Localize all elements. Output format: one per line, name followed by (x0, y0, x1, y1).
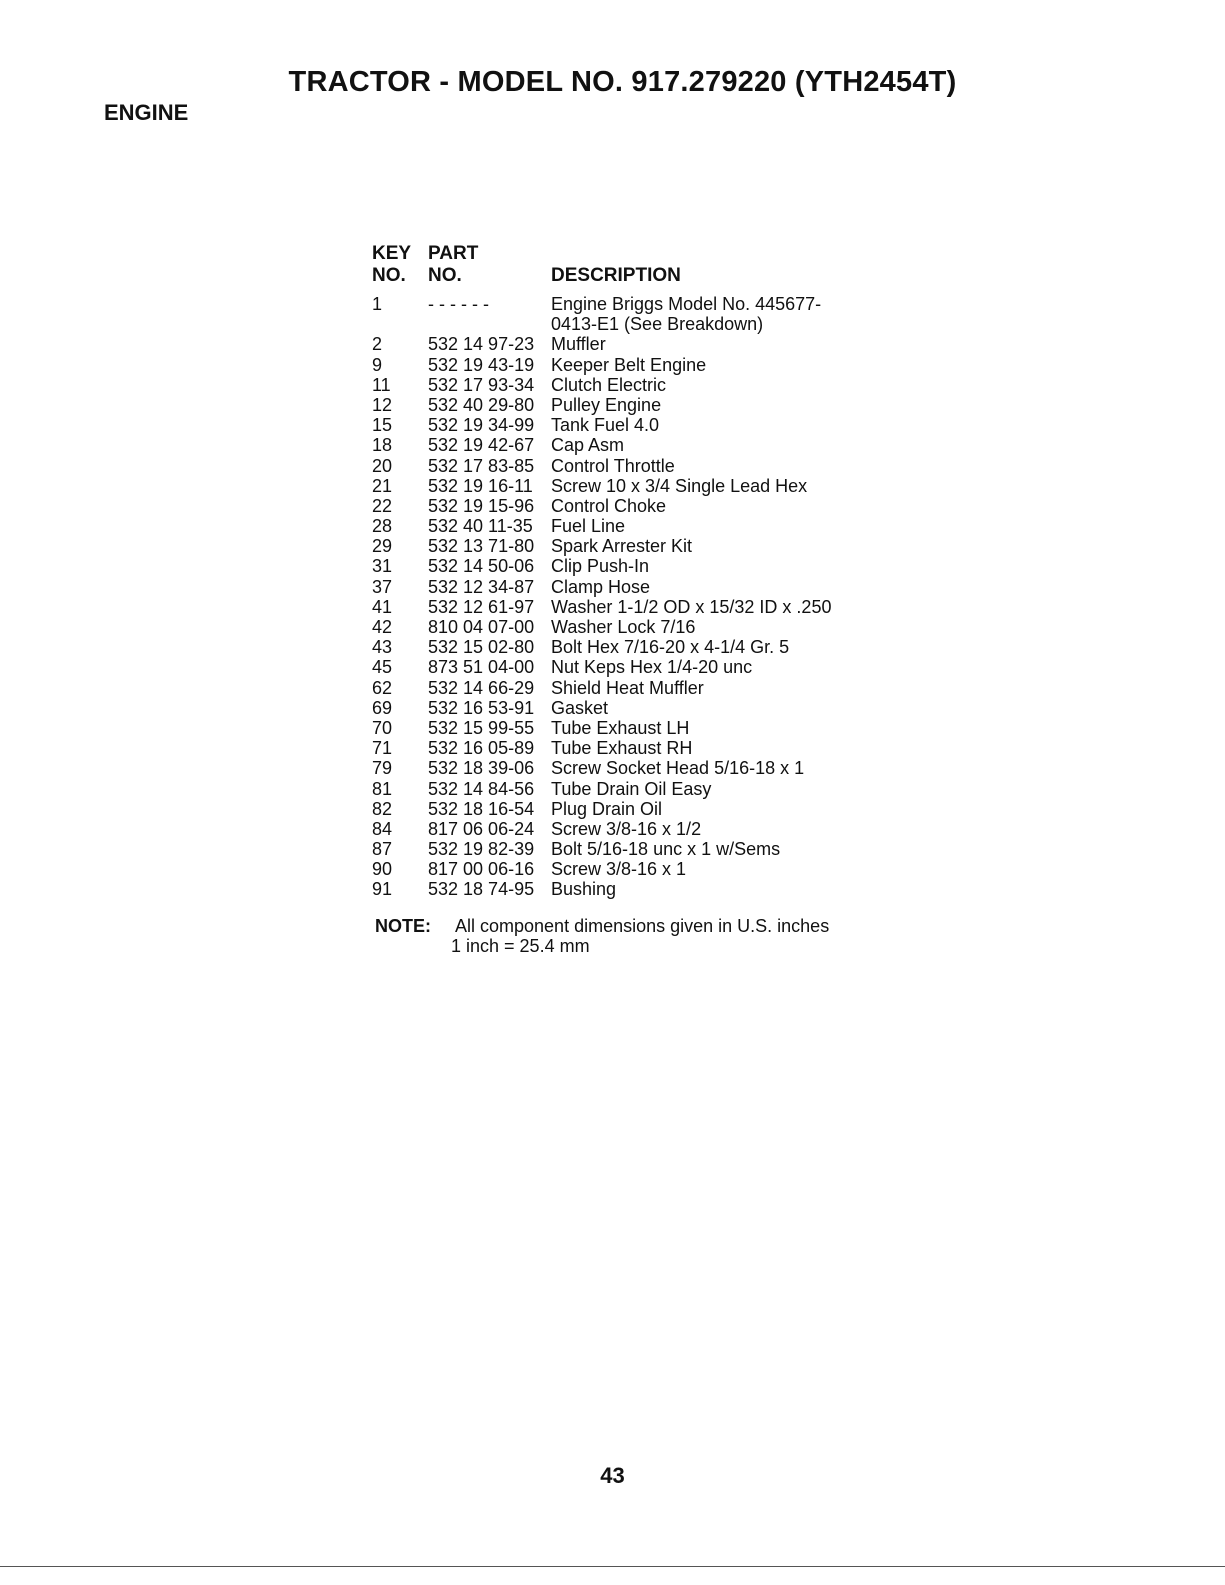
section-title: ENGINE (104, 100, 189, 125)
table-row (372, 738, 872, 758)
part-column-header-line1: PART (428, 243, 479, 264)
table-row (372, 678, 872, 698)
table-row (372, 556, 872, 576)
description-line: Fuel Line (551, 516, 626, 537)
key-number: 11 (372, 374, 391, 395)
description-line: Gasket (551, 697, 609, 718)
table-row (372, 395, 872, 415)
part-number: 532 19 42-67 (428, 435, 535, 456)
table-row (372, 839, 872, 859)
key-number: 15 (372, 415, 393, 436)
part-number: 532 19 82-39 (428, 839, 535, 860)
part-description (551, 617, 695, 637)
description-line: Keeper Belt Engine (551, 354, 707, 375)
key-number: 31 (372, 556, 393, 577)
part-description (551, 678, 704, 698)
part-number: 532 40 11-35 (428, 516, 533, 537)
page-title: TRACTOR - MODEL NO. 917.279220 (YTH2454T) (288, 66, 957, 98)
part-description (551, 375, 666, 395)
key-number: 1 (372, 294, 383, 314)
table-row (372, 637, 872, 657)
table-row (372, 536, 872, 556)
part-number: 532 18 16-54 (428, 798, 535, 819)
description-line: Tube Exhaust LH (551, 717, 690, 738)
description-line: Clamp Hose (551, 576, 651, 597)
part-number: 817 06 06-24 (428, 818, 535, 839)
description-line: Tube Drain Oil Easy (551, 778, 712, 799)
part-number: 532 15 02-80 (428, 637, 535, 658)
part-number: - - - - - - (428, 294, 489, 314)
description-line: Cap Asm (551, 435, 625, 456)
table-row (372, 334, 872, 354)
note-label: NOTE: (375, 916, 431, 936)
table-row (372, 597, 872, 617)
description-line: Nut Keps Hex 1/4-20 unc (551, 657, 753, 678)
description-line: Tube Exhaust RH (551, 738, 693, 759)
part-description (551, 637, 789, 657)
part-description (551, 718, 689, 738)
table-row (372, 415, 872, 435)
table-row (372, 375, 872, 395)
description-line: Screw 10 x 3/4 Single Lead Hex (551, 475, 808, 496)
key-number: 62 (372, 677, 393, 698)
part-number: 532 14 66-29 (428, 677, 535, 698)
part-description (551, 294, 821, 335)
table-row (372, 779, 872, 799)
table-body (372, 294, 872, 900)
part-number: 532 12 61-97 (428, 596, 535, 617)
key-number: 69 (372, 697, 393, 718)
key-number: 81 (372, 778, 393, 799)
description-line: Bushing (551, 879, 617, 900)
key-number: 90 (372, 859, 393, 880)
part-description (551, 799, 662, 819)
part-number: 532 19 43-19 (428, 354, 535, 375)
description-line: Clutch Electric (551, 374, 667, 395)
table-row (372, 718, 872, 738)
part-number: 532 14 97-23 (428, 334, 535, 355)
part-description (551, 879, 616, 899)
key-number: 91 (372, 879, 393, 900)
part-description (551, 476, 807, 496)
table-row (372, 516, 872, 536)
description-line: Washer 1-1/2 OD x 15/32 ID x .250 (551, 596, 832, 617)
part-number: 810 04 07-00 (428, 617, 535, 638)
key-number: 29 (372, 536, 393, 557)
key-number: 21 (372, 475, 393, 496)
key-number: 2 (372, 334, 383, 355)
key-number: 20 (372, 455, 393, 476)
bottom-rule (0, 1566, 1225, 1567)
description-line: Shield Heat Muffler (551, 677, 704, 698)
table-row (372, 355, 872, 375)
key-number: 37 (372, 576, 393, 597)
description-line: Tank Fuel 4.0 (551, 415, 660, 436)
table-row (372, 879, 872, 899)
key-number: 43 (372, 637, 393, 658)
key-number: 71 (372, 738, 393, 759)
table-row (372, 859, 872, 879)
part-description (551, 657, 752, 677)
part-number: 532 19 15-96 (428, 495, 535, 516)
description-line: Pulley Engine (551, 394, 662, 415)
table-row (372, 476, 872, 496)
part-description (551, 456, 675, 476)
part-number: 532 40 29-80 (428, 394, 535, 415)
description-line: Muffler (551, 334, 606, 355)
key-number: 82 (372, 798, 393, 819)
description-line: Clip Push-In (551, 556, 650, 577)
table-row (372, 698, 872, 718)
part-number: 873 51 04-00 (428, 657, 535, 678)
part-description (551, 819, 701, 839)
part-number: 532 19 16-11 (428, 475, 533, 496)
key-number: 41 (372, 596, 393, 617)
part-description (551, 516, 625, 536)
page-number: 43 (600, 1463, 625, 1488)
key-number: 18 (372, 435, 393, 456)
description-line: Plug Drain Oil (551, 798, 663, 819)
part-description (551, 556, 649, 576)
key-number: 22 (372, 495, 393, 516)
table-row (372, 435, 872, 455)
part-description (551, 536, 692, 556)
table-row (372, 657, 872, 677)
description-line: Bolt 5/16-18 unc x 1 w/Sems (551, 839, 781, 860)
part-description (551, 738, 692, 758)
note-text-line1: All component dimensions given in U.S. inches (455, 916, 830, 936)
part-description (551, 435, 624, 455)
part-description (551, 577, 650, 597)
table-row (372, 819, 872, 839)
part-number: 817 00 06-16 (428, 859, 535, 880)
part-description (551, 698, 608, 718)
key-number: 12 (372, 394, 393, 415)
table-row (372, 496, 872, 516)
part-description (551, 758, 804, 778)
part-number: 532 12 34-87 (428, 576, 535, 597)
part-number: 532 15 99-55 (428, 717, 535, 738)
part-number: 532 13 71-80 (428, 536, 535, 557)
part-description (551, 779, 711, 799)
part-description (551, 597, 831, 617)
description-line: 0413-E1 (See Breakdown) (551, 314, 764, 335)
description-line: Bolt Hex 7/16-20 x 4-1/4 Gr. 5 (551, 637, 790, 658)
part-number: 532 19 34-99 (428, 415, 535, 436)
table-row (372, 577, 872, 597)
description-line: Screw Socket Head 5/16-18 x 1 (551, 758, 805, 779)
part-number: 532 14 50-06 (428, 556, 535, 577)
note-text-line2: 1 inch = 25.4 mm (451, 936, 590, 956)
description-line: Control Choke (551, 495, 667, 516)
key-number: 42 (372, 617, 393, 638)
description-line: Screw 3/8-16 x 1/2 (551, 818, 702, 839)
description-line: Control Throttle (551, 455, 675, 476)
part-description (551, 415, 659, 435)
part-number: 532 18 74-95 (428, 879, 535, 900)
key-number: 87 (372, 839, 393, 860)
part-number: 532 16 05-89 (428, 738, 535, 759)
key-number: 28 (372, 516, 393, 537)
table-row (372, 758, 872, 778)
part-description (551, 334, 606, 354)
key-column-header-line2: NO. (372, 265, 406, 286)
part-number: 532 14 84-56 (428, 778, 535, 799)
part-description (551, 496, 666, 516)
part-number: 532 17 93-34 (428, 374, 535, 395)
description-line: Spark Arrester Kit (551, 536, 693, 557)
description-line: Washer Lock 7/16 (551, 617, 696, 638)
key-column-header-line1: KEY (372, 243, 412, 264)
part-description (551, 355, 706, 375)
key-number: 79 (372, 758, 393, 779)
part-column-header-line2: NO. (428, 265, 462, 286)
key-number: 84 (372, 818, 393, 839)
key-number: 70 (372, 717, 393, 738)
part-number: 532 17 83-85 (428, 455, 535, 476)
part-number: 532 16 53-91 (428, 697, 535, 718)
description-line: Screw 3/8-16 x 1 (551, 859, 687, 880)
key-number: 9 (372, 354, 383, 375)
table-row (372, 456, 872, 476)
part-description (551, 839, 780, 859)
description-column-header: DESCRIPTION (551, 265, 681, 286)
table-row (372, 617, 872, 637)
part-description (551, 395, 661, 415)
description-line: Engine Briggs Model No. 445677- (551, 294, 822, 314)
part-number: 532 18 39-06 (428, 758, 535, 779)
key-number: 45 (372, 657, 393, 678)
table-row (372, 799, 872, 819)
table-row (372, 294, 872, 334)
part-description (551, 859, 686, 879)
